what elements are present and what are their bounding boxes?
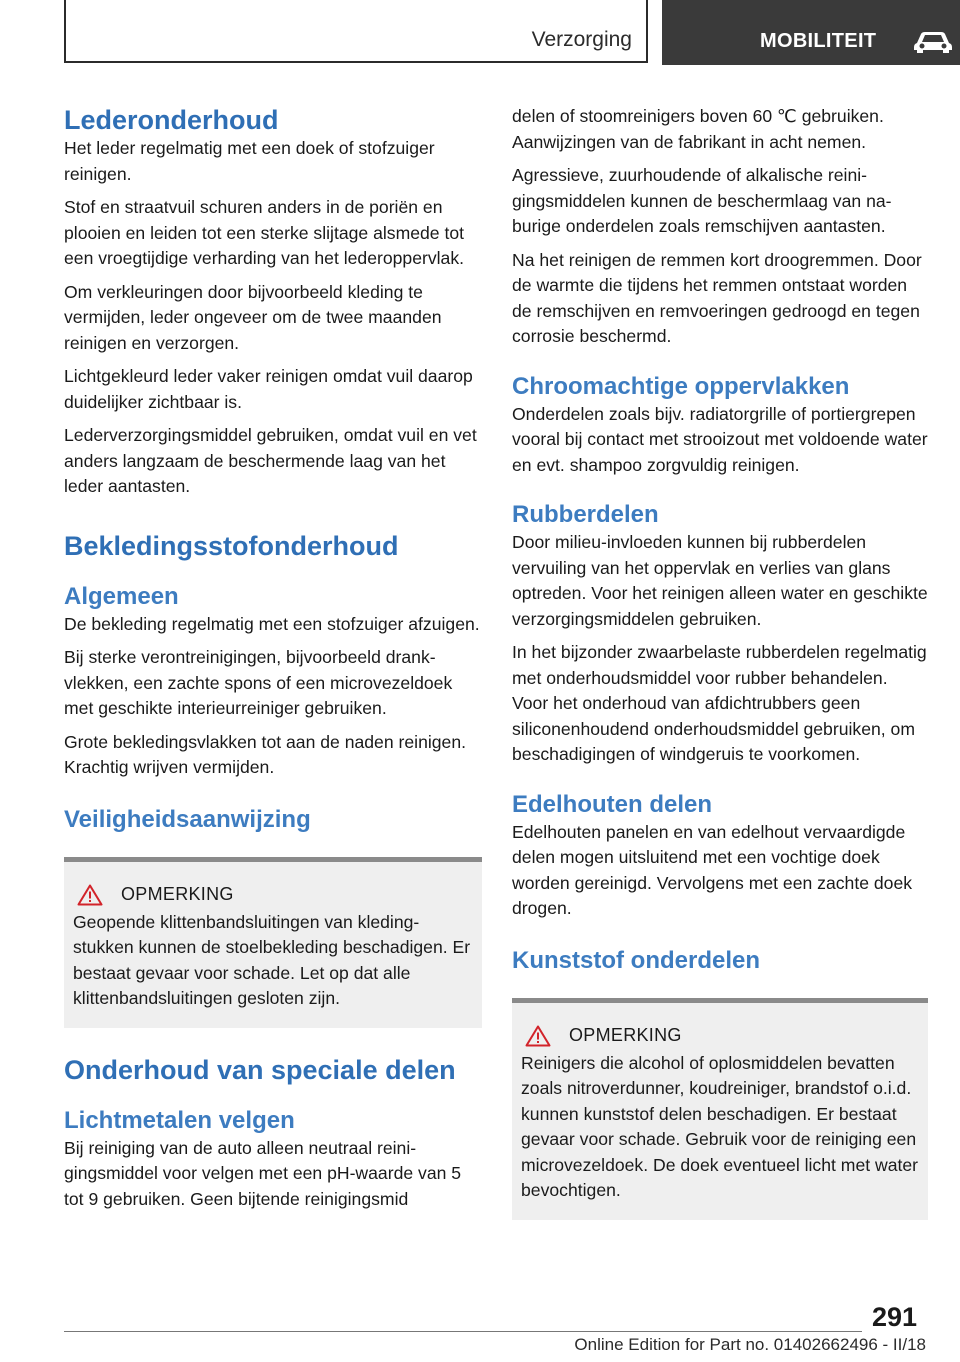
heading-lichtmetalen-velgen: Lichtmetalen velgen <box>64 1106 295 1134</box>
notice-text: Geopende klittenbandsluitingen van kledingstukken kunnen de stoelbekleding beschadigen. Er bestaat gevaar voor schade. Let op dat alle klittenbandsluitingen gesloten zijn. <box>73 911 471 1008</box>
paragraph: Het leder regelmatig met een doek of stofzuiger reinigen. <box>64 138 435 184</box>
paragraph: Lederverzorgingsmiddel gebruiken, omdat vuil en vet anders langzaam de beschermende laag van het leder aantasten. <box>64 425 477 496</box>
notice-box <box>64 857 482 1028</box>
warning-icon <box>77 884 103 906</box>
paragraph: Om verkleuringen door bijvoorbeeld kleding te vermijden, leder ongeveer om de twee maanden reinigen en verzorgen. <box>64 281 442 353</box>
paragraph: De bekleding regelmatig met een stofzuiger afzuigen. <box>64 613 480 634</box>
footer-divider <box>64 1331 862 1332</box>
heading-chroomachtige-oppervlakken: Chroomachtige oppervlakken <box>512 372 850 400</box>
edition-footer: Online Edition for Part no. 01402662496 - II/18 <box>574 1335 926 1354</box>
heading-onderhoud-speciale-delen: Onderhoud van speciale delen <box>64 1054 456 1085</box>
paragraph: Grote bekledingsvlakken tot aan de naden reinigen. Krachtig wrijven vermijden. <box>64 731 467 777</box>
heading-veiligheidsaanwijzing: Veiligheidsaanwijzing <box>64 805 311 833</box>
paragraph: Bij sterke verontreinigingen, bijvoorbeeld drankvlekken, een zachte spons of een microvezeldoek met geschikte interieurreiniger gebruiken. <box>64 647 453 718</box>
paragraph: Bij reiniging van de auto alleen neutraal reinigingsmiddel voor velgen met een pH-waarde van 5 tot 9 gebruiken. Geen bijtende reinigingsmid <box>64 1137 462 1209</box>
page-number: 291 <box>872 1302 918 1332</box>
heading-bekledingsstofonderhoud: Bekledingsstofonderhoud <box>64 530 399 561</box>
warning-icon <box>525 1025 551 1047</box>
paragraph: Door milieu-invloeden kunnen bij rubberdelen vervuiling van het oppervlak en verlies van glans optreden. Voor het reinigen alleen water en geschikte verzorgingsmiddelen gebruiken. <box>512 532 928 629</box>
paragraph: delen of stoomreinigers boven 60 ℃ gebruiken. Aanwijzingen van de fabrikant in acht nemen. <box>512 106 884 152</box>
notice-text: Reinigers die alcohol of oplosmiddelen bevatten zoals nitroverdunner, koudreiniger, brandstof o.i.d. kunnen kunststof delen beschadigen. Er bestaat gevaar voor schade. Gebruik voor de reiniging een microvezeldoek. De doek eventueel licht met water bevochtigen. <box>521 1052 919 1200</box>
car-icon <box>912 29 954 53</box>
paragraph: Lichtgekleurd leder vaker reinigen omdat vuil daarop duidelijker zichtbaar is. <box>64 366 473 412</box>
heading-lederonderhoud: Lederonderhoud <box>64 105 279 135</box>
section-header-box <box>64 0 648 63</box>
chapter-tab <box>662 0 960 65</box>
paragraph: In het bijzonder zwaarbelaste rubberdelen regelmatig met onderhoudsmiddel voor rubber behandelen. Voor het onderhoud van afdichtrubbers geen siliconenhoudend onderhoudsmiddel gebruiken, om beschadigingen of windgeruis te voorkomen. <box>512 642 927 764</box>
page-header <box>0 0 960 66</box>
paragraph: Agressieve, zuurhoudende of alkalische reinigingsmiddelen kunnen de beschermlaag van naburige onderdelen zoals remschijven aantasten. <box>512 165 892 236</box>
notice-title: OPMERKING <box>121 884 234 904</box>
heading-algemeen: Algemeen <box>64 582 179 610</box>
left-column <box>64 104 482 1220</box>
heading-edelhouten-delen: Edelhouten delen <box>512 790 713 818</box>
right-column <box>512 104 928 1220</box>
paragraph: Stof en straatvuil schuren anders in de poriën en plooien en leiden tot een sterke slijtage alsmede tot een vroegtijdige verharding van het lederoppervlak. <box>64 197 465 268</box>
paragraph: Na het reinigen de remmen kort droogremmen. Door de warmte die tijdens het remmen ontstaat worden de remschijven en remvoeringen gedroogd en tegen corrosie beschermd. <box>512 249 922 346</box>
heading-rubberdelen: Rubberdelen <box>512 501 659 528</box>
paragraph: Edelhouten panelen en van edelhout vervaardigde delen mogen uitsluitend met een vochtige doek worden gereinigd. Vervolgens met een zachte doek drogen. <box>512 821 913 918</box>
notice-title: OPMERKING <box>569 1025 682 1045</box>
paragraph: Onderdelen zoals bijv. radiatorgrille of portiergrepen vooral bij contact met strooizout met voldoende water en evt. shampoo zorgvuldig reinigen. <box>512 403 928 475</box>
chapter-title: MOBILITEIT <box>760 30 877 52</box>
notice-header <box>521 1025 919 1047</box>
notice-header <box>73 884 473 906</box>
section-title: Verzorging <box>531 28 632 51</box>
notice-box <box>512 998 928 1220</box>
heading-kunststof-onderdelen: Kunststof onderdelen <box>512 946 761 974</box>
